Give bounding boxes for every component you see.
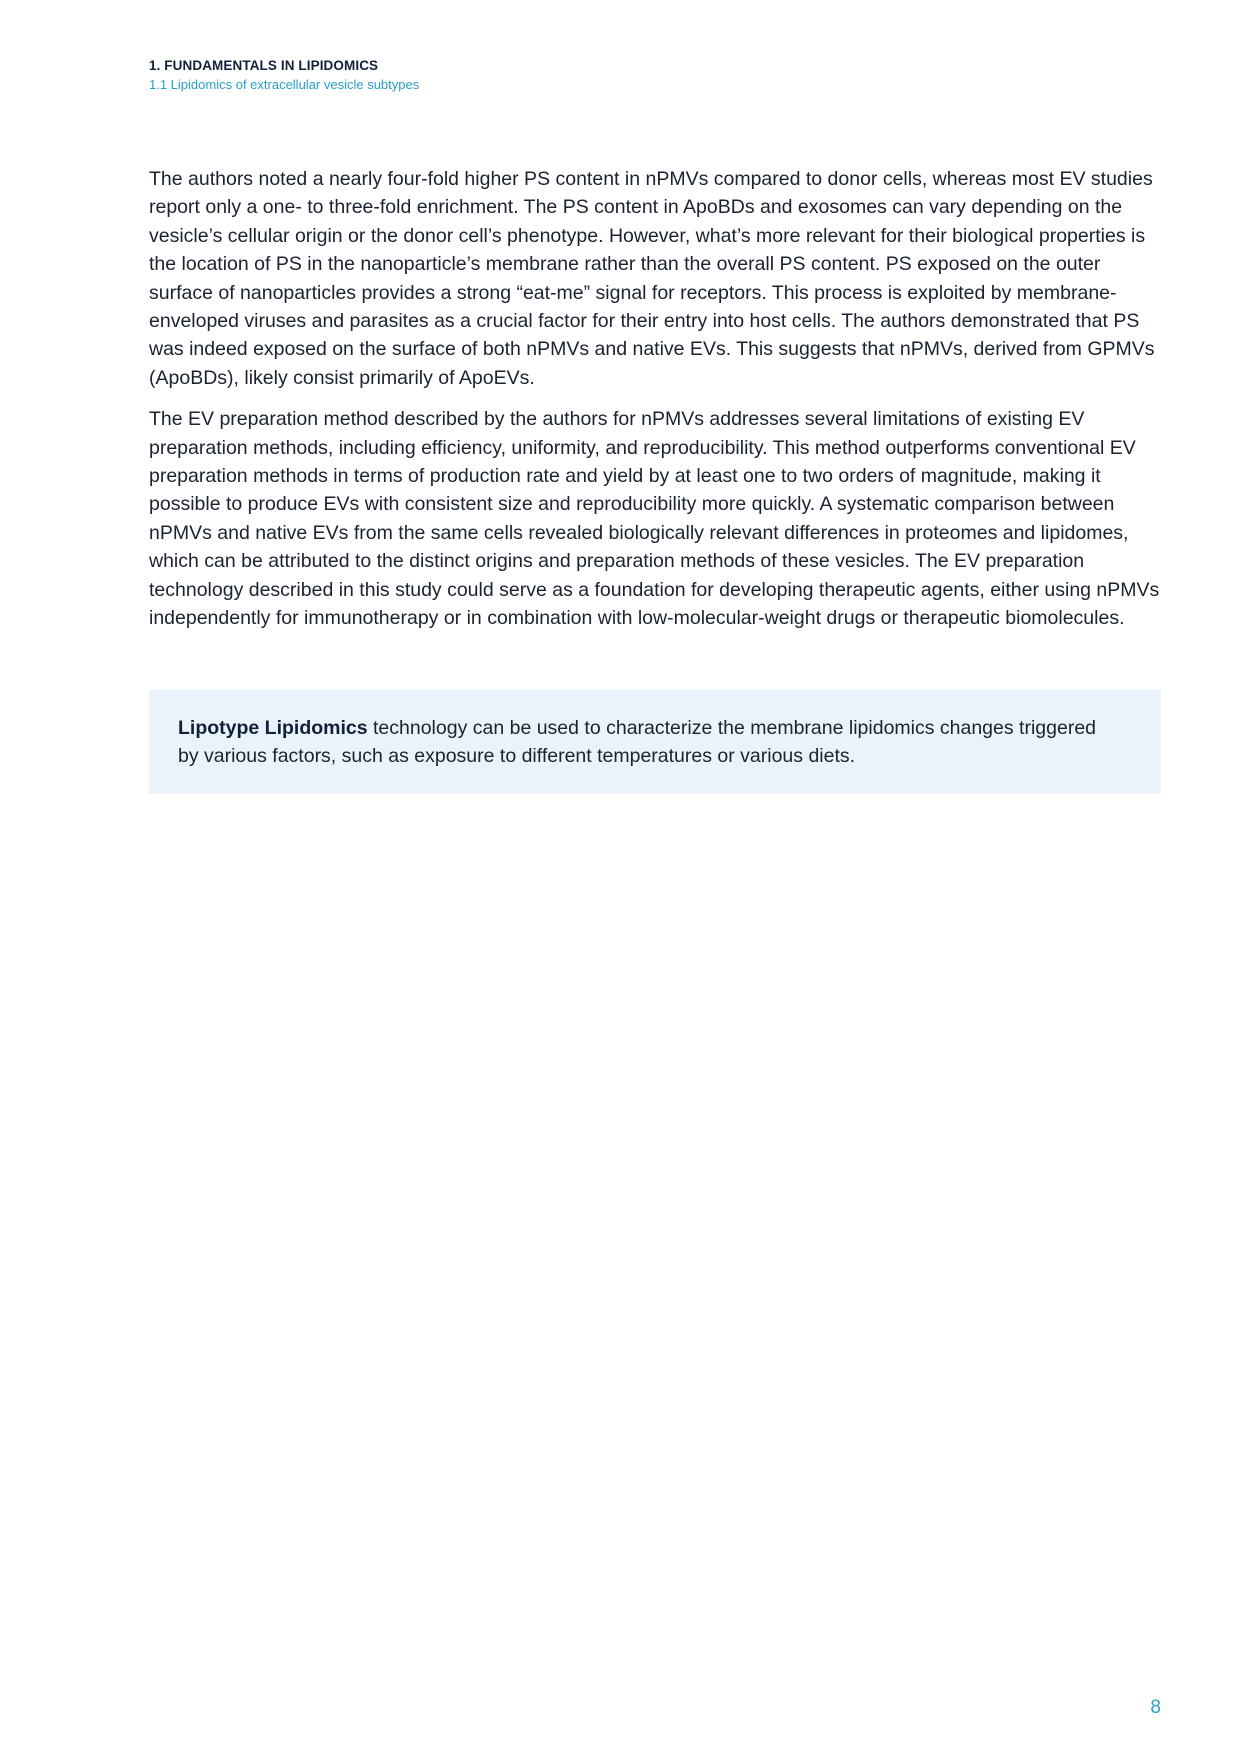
subsection-title: 1.1 Lipidomics of extracellular vesicle subtypes — [149, 77, 420, 92]
callout-text — [178, 714, 1108, 771]
callout-box — [149, 690, 1161, 794]
page-number: 8 — [1150, 1697, 1161, 1718]
paragraph-2: The EV preparation method described by the authors for nPMVs addresses several limitations of existing EV preparation methods, including efficiency, uniformity, and reproducibility. This method outperforms conventional EV preparation methods in terms of production rate and yield by at least one to two orders of magnitude, making it possible to produce EVs with consistent size and reproducibility more quickly. A systematic comparison between nPMVs and native EVs from the same cells revealed biologically relevant differences in proteomes and lipidomes, which can be attributed to the distinct origins and preparation methods of these vesicles. The EV preparation technology described in this study could serve as a foundation for developing therapeutic agents, either using nPMVs independently for immunotherapy or in combination with low-molecular-weight drugs or therapeutic biomolecules. — [149, 408, 1160, 630]
paragraph-1: The authors noted a nearly four-fold higher PS content in nPMVs compared to donor cells, whereas most EV studies report only a one- to three-fold enrichment. The PS content in ApoBDs and exosomes can vary depending on the vesicle’s cellular origin or the donor cell’s phenotype. However, what’s more relevant for their biological properties is the location of PS in the nanoparticle’s membrane rather than the overall PS content. PS exposed on the outer surface of nanoparticles provides a strong “eat-me” signal for receptors. This process is exploited by membrane-enveloped viruses and parasites as a crucial factor for their entry into host cells. The authors demonstrated that PS was indeed exposed on the surface of both nPMVs and native EVs. This suggests that nPMVs, derived from GPMVs (ApoBDs), likely consist primarily of ApoEVs. — [149, 168, 1155, 389]
body-text — [149, 165, 1161, 646]
callout-brand: Lipotype Lipidomics — [178, 717, 368, 739]
callout-body: technology can be used to characterize the membrane lipidomics changes triggered by various factors, such as exposure to different temperatures or various diets. — [178, 717, 1097, 768]
running-header — [149, 57, 419, 94]
section-title: 1. FUNDAMENTALS IN LIPIDOMICS — [149, 58, 379, 73]
